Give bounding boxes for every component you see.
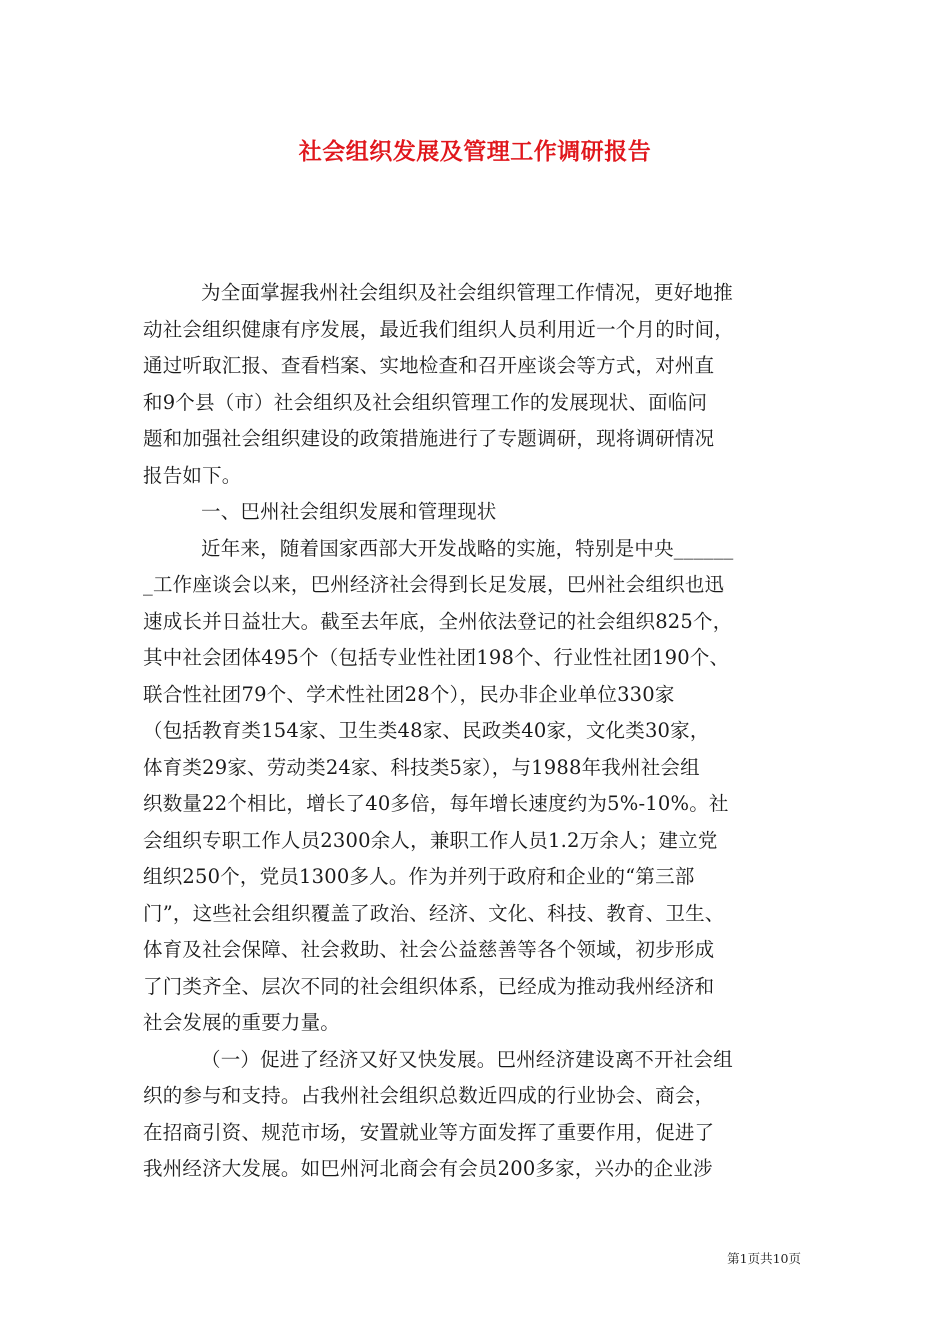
text-line: 近年来，随着国家西部大开发战略的实施，特别是中央______ (201, 536, 734, 560)
text-line: _工作座谈会以来，巴州经济社会得到长足发展，巴州社会组织也迅 (143, 573, 725, 596)
text-line: 和9个县（市）社会组织及社会组织管理工作的发展现状、面临问 (143, 390, 708, 414)
text-line: 报告如下。 (143, 463, 242, 487)
text-line: （一）促进了经济又好又快发展。巴州经济建设离不开社会组 (201, 1047, 733, 1071)
text-line: 社会发展的重要力量。 (143, 1011, 341, 1034)
text-line: 其中社会团体495个（包括专业性社团198个、行业性社团190个、 (143, 646, 730, 669)
text-line: 联合性社团79个、学术性社团28个），民办非企业单位330家 (143, 682, 675, 706)
document-body (143, 275, 813, 1188)
text-line: 一、巴州社会组织发展和管理现状 (201, 500, 497, 523)
text-line: 在招商引资、规范市场，安置就业等方面发挥了重要作用，促进了 (143, 1120, 715, 1144)
text-line: 门”，这些社会组织覆盖了政治、经济、文化、科技、教育、卫生、 (143, 901, 725, 925)
text-line: 组织250个，党员1300多人。作为并列于政府和企业的“第三部 (143, 865, 695, 888)
text-line: 通过听取汇报、查看档案、实地检查和召开座谈会等方式，对州直 (143, 354, 715, 377)
text-line: 织的参与和支持。占我州社会组织总数近四成的行业协会、商会， (143, 1084, 715, 1107)
document-title: 社会组织发展及管理工作调研报告 (298, 138, 652, 165)
text-line: 织数量22个相比，增长了40多倍，每年增长速度约为5%-10%。社 (143, 792, 729, 815)
text-line: 动社会组织健康有序发展，最近我们组织人员利用近一个月的时间， (143, 317, 735, 341)
text-line: 题和加强社会组织建设的政策措施进行了专题调研，现将调研情况 (143, 427, 715, 450)
text-line: 会组织专职工作人员2300余人，兼职工作人员1.2万余人；建立党 (143, 828, 718, 852)
text-line: （包括教育类154家、卫生类48家、民政类40家，文化类30家， (143, 719, 710, 742)
page-footer: 第1页共10页 (727, 1251, 801, 1266)
text-line: 了门类齐全、层次不同的社会组织体系，已经成为推动我州经济和 (143, 974, 715, 998)
text-line: 我州经济大发展。如巴州河北商会有会员200多家，兴办的企业涉 (143, 1157, 713, 1180)
text-line: 体育及社会保障、社会救助、社会公益慈善等各个领域，初步形成 (143, 938, 715, 961)
text-line: 为全面掌握我州社会组织及社会组织管理工作情况，更好地推 (201, 281, 733, 304)
text-line: 体育类29家、劳动类24家、科技类5家），与1988年我州社会组 (143, 755, 700, 779)
text-line: 速成长并日益壮大。截至去年底，全州依法登记的社会组织825个， (143, 609, 733, 633)
